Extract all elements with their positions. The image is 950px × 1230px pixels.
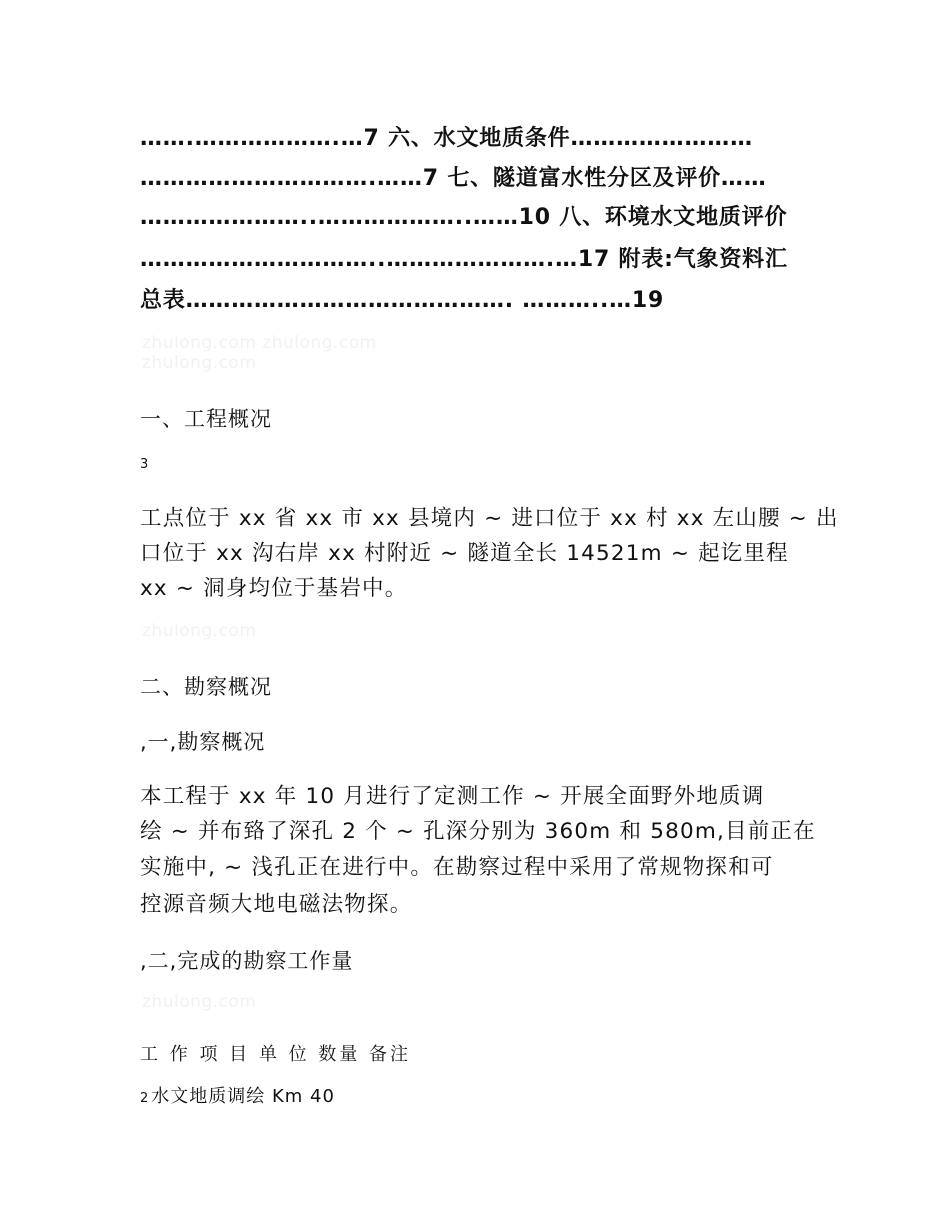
page-marker: 3 [140,457,149,472]
subsection-heading-survey-overview: ,一,勘察概况 [140,730,266,754]
toc-line-5: 总表……………………………………. ………..…19 [140,288,665,313]
table-header: 工 作 项 目 单 位 数量 备注 [140,1044,412,1065]
section-heading-project-overview: 一、工程概况 [140,407,272,431]
row-text: 水文地质调绘 Km 40 [151,1086,335,1107]
toc-line-1: …….……………….…7 六、水文地质条件…………………… [140,126,753,151]
table-row [140,1082,335,1114]
paragraph-line: 本工程于 xx 年 10 月进行了定测工作 ~ 开展全面野外地质调 [140,784,765,809]
row-index: 2 [140,1091,150,1106]
toc-line-4: …………………………..………………….…17 附表:气象资料汇 [140,247,788,272]
watermark: zhulong.com [142,353,257,373]
section-heading-survey-overview: 二、勘察概况 [140,675,272,699]
paragraph-line: 绘 ~ 并布臵了深孔 2 个 ~ 孔深分别为 360m 和 580m,目前正在 [140,819,816,844]
toc-line-3: …………………..………………..……10 八、环境水文地质评价 [140,205,788,230]
watermark: zhulong.com [142,621,257,641]
watermark: zhulong.com zhulong.com [142,333,377,353]
paragraph-line: 实施中, ~ 浅孔正在进行中。在勘察过程中采用了常规物探和可 [140,855,774,880]
paragraph-line: 工点位于 xx 省 xx 市 xx 县境内 ~ 进口位于 xx 村 xx 左山腰 ~ 出 [140,506,839,531]
toc-line-2: ………………………….……7 七、隧道富水性分区及评价…… [140,166,767,191]
paragraph-line: xx ~ 洞身均位于基岩中。 [140,576,408,601]
paragraph-line: 控源音频大地电磁法物探。 [140,892,413,917]
subsection-heading-workload: ,二,完成的勘察工作量 [140,949,354,973]
paragraph-line: 口位于 xx 沟右岸 xx 村附近 ~ 隧道全长 14521m ~ 起讫里程 [140,541,789,566]
watermark: zhulong.com [142,992,257,1012]
